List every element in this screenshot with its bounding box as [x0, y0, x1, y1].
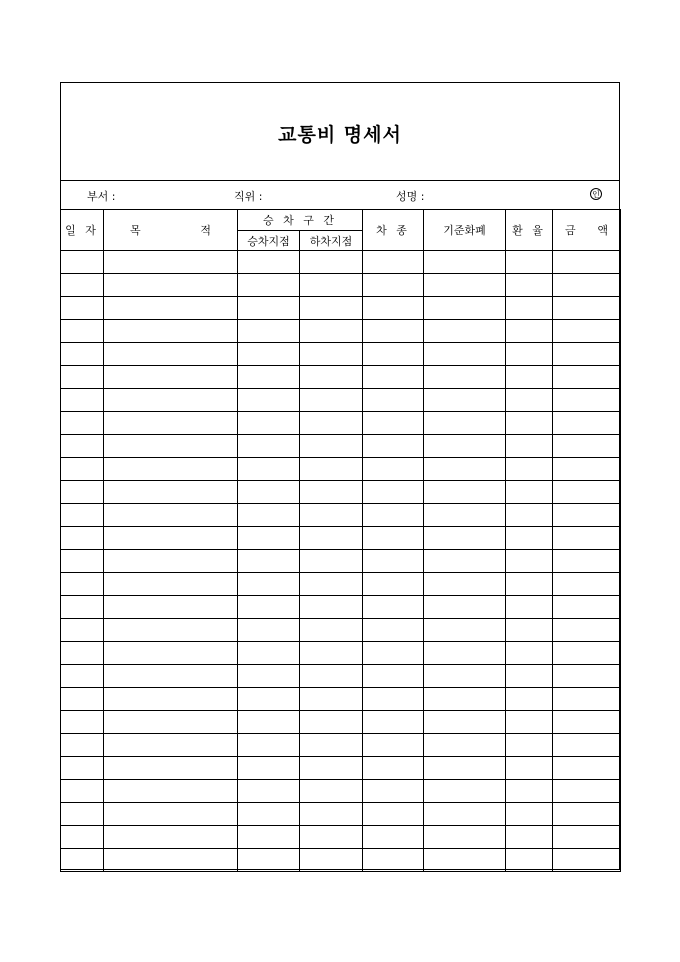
cell-currency[interactable]: [424, 504, 506, 527]
header-section: 승 차 구 간: [238, 210, 363, 231]
cell-vehicle[interactable]: [363, 251, 424, 274]
cell-date[interactable]: [61, 527, 104, 550]
header-vehicle: 차 종: [363, 210, 424, 251]
cell-amount[interactable]: [553, 619, 621, 642]
cell-amount[interactable]: [553, 734, 621, 757]
cell-amount[interactable]: [553, 527, 621, 550]
cell-purpose[interactable]: [104, 274, 238, 297]
cell-board[interactable]: [238, 412, 300, 435]
cell-amount[interactable]: [553, 366, 621, 389]
header-purpose-b: 적: [200, 224, 211, 237]
cell-board[interactable]: [238, 504, 300, 527]
cell-alight[interactable]: [300, 757, 363, 780]
cell-date[interactable]: [61, 320, 104, 343]
cell-alight[interactable]: [300, 481, 363, 504]
header-alight: 하차지점: [300, 231, 363, 251]
cell-amount[interactable]: [553, 435, 621, 458]
page-title: 교통비 명세서: [278, 124, 402, 146]
cell-vehicle[interactable]: [363, 619, 424, 642]
cell-amount[interactable]: [553, 757, 621, 780]
table-row: [61, 251, 621, 274]
cell-alight[interactable]: [300, 849, 363, 872]
cell-purpose[interactable]: [104, 757, 238, 780]
seal-mark: 인: [590, 188, 602, 200]
cell-rate[interactable]: [506, 780, 553, 803]
cell-purpose[interactable]: [104, 412, 238, 435]
cell-amount[interactable]: [553, 389, 621, 412]
cell-vehicle[interactable]: [363, 320, 424, 343]
position-label: 직위 :: [234, 190, 263, 203]
cell-alight[interactable]: [300, 504, 363, 527]
cell-vehicle[interactable]: [363, 711, 424, 734]
cell-purpose[interactable]: [104, 573, 238, 596]
cell-alight[interactable]: [300, 619, 363, 642]
cell-purpose[interactable]: [104, 366, 238, 389]
cell-amount[interactable]: [553, 642, 621, 665]
table-row: [61, 665, 621, 688]
cell-amount[interactable]: [553, 412, 621, 435]
cell-date[interactable]: [61, 688, 104, 711]
cell-currency[interactable]: [424, 596, 506, 619]
table-row: [61, 688, 621, 711]
cell-vehicle[interactable]: [363, 550, 424, 573]
cell-currency[interactable]: [424, 458, 506, 481]
cell-board[interactable]: [238, 619, 300, 642]
cell-rate[interactable]: [506, 803, 553, 826]
cell-date[interactable]: [61, 550, 104, 573]
cell-board[interactable]: [238, 366, 300, 389]
table-row: [61, 481, 621, 504]
cell-alight[interactable]: [300, 389, 363, 412]
cell-alight[interactable]: [300, 251, 363, 274]
cell-alight[interactable]: [300, 412, 363, 435]
cell-vehicle[interactable]: [363, 343, 424, 366]
header-board: 승차지점: [238, 231, 300, 251]
cell-vehicle[interactable]: [363, 688, 424, 711]
cell-vehicle[interactable]: [363, 826, 424, 849]
cell-date[interactable]: [61, 573, 104, 596]
cell-purpose[interactable]: [104, 665, 238, 688]
cell-vehicle[interactable]: [363, 849, 424, 872]
cell-vehicle[interactable]: [363, 435, 424, 458]
cell-alight[interactable]: [300, 826, 363, 849]
cell-purpose[interactable]: [104, 389, 238, 412]
cell-purpose[interactable]: [104, 619, 238, 642]
cell-alight[interactable]: [300, 274, 363, 297]
cell-purpose[interactable]: [104, 343, 238, 366]
cell-vehicle[interactable]: [363, 642, 424, 665]
cell-rate[interactable]: [506, 435, 553, 458]
cell-board[interactable]: [238, 688, 300, 711]
cell-currency[interactable]: [424, 711, 506, 734]
cell-date[interactable]: [61, 274, 104, 297]
cell-alight[interactable]: [300, 596, 363, 619]
name-label: 성명 :: [396, 190, 425, 203]
table-row: [61, 573, 621, 596]
table-row: [61, 550, 621, 573]
cell-rate[interactable]: [506, 826, 553, 849]
cell-board[interactable]: [238, 389, 300, 412]
cell-rate[interactable]: [506, 458, 553, 481]
cell-amount[interactable]: [553, 688, 621, 711]
cell-purpose[interactable]: [104, 251, 238, 274]
cell-vehicle[interactable]: [363, 366, 424, 389]
cell-alight[interactable]: [300, 665, 363, 688]
cell-date[interactable]: [61, 435, 104, 458]
cell-amount[interactable]: [553, 251, 621, 274]
cell-alight[interactable]: [300, 435, 363, 458]
cell-currency[interactable]: [424, 780, 506, 803]
cell-currency[interactable]: [424, 803, 506, 826]
cell-amount[interactable]: [553, 343, 621, 366]
cell-date[interactable]: [61, 458, 104, 481]
cell-date[interactable]: [61, 734, 104, 757]
cell-purpose[interactable]: [104, 320, 238, 343]
header-amount: [553, 210, 621, 251]
cell-rate[interactable]: [506, 619, 553, 642]
cell-amount[interactable]: [553, 596, 621, 619]
cell-date[interactable]: [61, 849, 104, 872]
cell-vehicle[interactable]: [363, 458, 424, 481]
cell-currency[interactable]: [424, 826, 506, 849]
table-row: [61, 596, 621, 619]
cell-vehicle[interactable]: [363, 734, 424, 757]
cell-vehicle[interactable]: [363, 527, 424, 550]
table-row: [61, 412, 621, 435]
cell-purpose[interactable]: [104, 642, 238, 665]
cell-purpose[interactable]: [104, 435, 238, 458]
table-row: [61, 274, 621, 297]
cell-currency[interactable]: [424, 412, 506, 435]
cell-amount[interactable]: [553, 504, 621, 527]
cell-currency[interactable]: [424, 320, 506, 343]
table-row: [61, 711, 621, 734]
title-area: [61, 83, 619, 181]
cell-board[interactable]: [238, 711, 300, 734]
cell-currency[interactable]: [424, 366, 506, 389]
cell-date[interactable]: [61, 803, 104, 826]
cell-currency[interactable]: [424, 251, 506, 274]
cell-rate[interactable]: [506, 481, 553, 504]
table-row: [61, 297, 621, 320]
cell-vehicle[interactable]: [363, 803, 424, 826]
cell-rate[interactable]: [506, 665, 553, 688]
table-row: [61, 757, 621, 780]
cell-currency[interactable]: [424, 481, 506, 504]
cell-currency[interactable]: [424, 619, 506, 642]
cell-alight[interactable]: [300, 688, 363, 711]
cell-alight[interactable]: [300, 458, 363, 481]
cell-alight[interactable]: [300, 803, 363, 826]
cell-board[interactable]: [238, 297, 300, 320]
cell-alight[interactable]: [300, 343, 363, 366]
cell-vehicle[interactable]: [363, 274, 424, 297]
cell-amount[interactable]: [553, 849, 621, 872]
cell-currency[interactable]: [424, 527, 506, 550]
cell-amount[interactable]: [553, 803, 621, 826]
cell-currency[interactable]: [424, 849, 506, 872]
header-purpose: [104, 210, 238, 251]
cell-alight[interactable]: [300, 320, 363, 343]
table-row: [61, 366, 621, 389]
cell-date[interactable]: [61, 826, 104, 849]
cell-alight[interactable]: [300, 642, 363, 665]
cell-vehicle[interactable]: [363, 504, 424, 527]
cell-purpose[interactable]: [104, 849, 238, 872]
cell-board[interactable]: [238, 826, 300, 849]
cell-purpose[interactable]: [104, 780, 238, 803]
cell-board[interactable]: [238, 343, 300, 366]
cell-rate[interactable]: [506, 320, 553, 343]
cell-rate[interactable]: [506, 389, 553, 412]
table-row: [61, 320, 621, 343]
cell-rate[interactable]: [506, 550, 553, 573]
cell-amount[interactable]: [553, 780, 621, 803]
cell-board[interactable]: [238, 780, 300, 803]
cell-purpose[interactable]: [104, 688, 238, 711]
cell-amount[interactable]: [553, 826, 621, 849]
table-row: [61, 435, 621, 458]
cell-board[interactable]: [238, 274, 300, 297]
cell-date[interactable]: [61, 504, 104, 527]
cell-purpose[interactable]: [104, 297, 238, 320]
department-label: 부서 :: [87, 190, 116, 203]
cell-rate[interactable]: [506, 527, 553, 550]
cell-vehicle[interactable]: [363, 481, 424, 504]
cell-amount[interactable]: [553, 274, 621, 297]
cell-currency[interactable]: [424, 688, 506, 711]
cell-rate[interactable]: [506, 711, 553, 734]
cell-purpose[interactable]: [104, 550, 238, 573]
cell-alight[interactable]: [300, 711, 363, 734]
table-row: [61, 780, 621, 803]
table-row: [61, 458, 621, 481]
cell-alight[interactable]: [300, 573, 363, 596]
cell-vehicle[interactable]: [363, 780, 424, 803]
cell-date[interactable]: [61, 642, 104, 665]
table-row: [61, 849, 621, 872]
cell-vehicle[interactable]: [363, 665, 424, 688]
cell-rate[interactable]: [506, 688, 553, 711]
cell-board[interactable]: [238, 803, 300, 826]
cell-board[interactable]: [238, 665, 300, 688]
cell-alight[interactable]: [300, 550, 363, 573]
cell-date[interactable]: [61, 665, 104, 688]
cell-date[interactable]: [61, 780, 104, 803]
cell-currency[interactable]: [424, 734, 506, 757]
cell-board[interactable]: [238, 527, 300, 550]
table-row: [61, 826, 621, 849]
cell-purpose[interactable]: [104, 458, 238, 481]
table-row: [61, 504, 621, 527]
cell-date[interactable]: [61, 711, 104, 734]
cell-currency[interactable]: [424, 435, 506, 458]
header-amount-b: 액: [597, 224, 608, 237]
header-currency: 기준화폐: [424, 210, 506, 251]
cell-board[interactable]: [238, 757, 300, 780]
cell-rate[interactable]: [506, 849, 553, 872]
cell-currency[interactable]: [424, 665, 506, 688]
cell-rate[interactable]: [506, 734, 553, 757]
cell-date[interactable]: [61, 366, 104, 389]
cell-vehicle[interactable]: [363, 389, 424, 412]
cell-board[interactable]: [238, 458, 300, 481]
table-row: [61, 734, 621, 757]
cell-rate[interactable]: [506, 274, 553, 297]
cell-amount[interactable]: [553, 573, 621, 596]
cell-amount[interactable]: [553, 297, 621, 320]
cell-currency[interactable]: [424, 757, 506, 780]
cell-rate[interactable]: [506, 343, 553, 366]
cell-date[interactable]: [61, 389, 104, 412]
cell-amount[interactable]: [553, 320, 621, 343]
cell-board[interactable]: [238, 550, 300, 573]
cell-board[interactable]: [238, 642, 300, 665]
cell-rate[interactable]: [506, 251, 553, 274]
cell-date[interactable]: [61, 297, 104, 320]
cell-currency[interactable]: [424, 550, 506, 573]
table-row: [61, 527, 621, 550]
table-row: [61, 642, 621, 665]
cell-date[interactable]: [61, 619, 104, 642]
cell-board[interactable]: [238, 481, 300, 504]
cell-board[interactable]: [238, 251, 300, 274]
cell-currency[interactable]: [424, 642, 506, 665]
header-amount-a: 금: [565, 224, 576, 237]
expense-table: [60, 209, 621, 872]
cell-vehicle[interactable]: [363, 757, 424, 780]
header-rate: 환 율: [506, 210, 553, 251]
table-row: [61, 619, 621, 642]
cell-board[interactable]: [238, 596, 300, 619]
cell-currency[interactable]: [424, 573, 506, 596]
cell-date[interactable]: [61, 343, 104, 366]
cell-purpose[interactable]: [104, 504, 238, 527]
table-row: [61, 343, 621, 366]
cell-purpose[interactable]: [104, 527, 238, 550]
cell-amount[interactable]: [553, 481, 621, 504]
cell-rate[interactable]: [506, 573, 553, 596]
cell-amount[interactable]: [553, 711, 621, 734]
cell-board[interactable]: [238, 435, 300, 458]
cell-date[interactable]: [61, 251, 104, 274]
cell-board[interactable]: [238, 573, 300, 596]
expense-form: [60, 82, 620, 870]
table-row: [61, 803, 621, 826]
cell-vehicle[interactable]: [363, 412, 424, 435]
cell-alight[interactable]: [300, 527, 363, 550]
cell-purpose[interactable]: [104, 734, 238, 757]
header-date: 일 자: [61, 210, 104, 251]
cell-date[interactable]: [61, 757, 104, 780]
cell-rate[interactable]: [506, 596, 553, 619]
cell-currency[interactable]: [424, 389, 506, 412]
cell-rate[interactable]: [506, 642, 553, 665]
cell-board[interactable]: [238, 734, 300, 757]
cell-alight[interactable]: [300, 780, 363, 803]
cell-currency[interactable]: [424, 343, 506, 366]
cell-date[interactable]: [61, 412, 104, 435]
cell-rate[interactable]: [506, 504, 553, 527]
cell-alight[interactable]: [300, 297, 363, 320]
cell-rate[interactable]: [506, 757, 553, 780]
cell-amount[interactable]: [553, 458, 621, 481]
cell-purpose[interactable]: [104, 803, 238, 826]
cell-currency[interactable]: [424, 297, 506, 320]
cell-vehicle[interactable]: [363, 297, 424, 320]
cell-rate[interactable]: [506, 412, 553, 435]
cell-purpose[interactable]: [104, 826, 238, 849]
cell-purpose[interactable]: [104, 711, 238, 734]
cell-amount[interactable]: [553, 665, 621, 688]
table-row: [61, 389, 621, 412]
cell-purpose[interactable]: [104, 596, 238, 619]
cell-date[interactable]: [61, 596, 104, 619]
cell-purpose[interactable]: [104, 481, 238, 504]
cell-currency[interactable]: [424, 274, 506, 297]
cell-board[interactable]: [238, 320, 300, 343]
cell-date[interactable]: [61, 481, 104, 504]
cell-board[interactable]: [238, 849, 300, 872]
cell-vehicle[interactable]: [363, 596, 424, 619]
cell-rate[interactable]: [506, 366, 553, 389]
cell-amount[interactable]: [553, 550, 621, 573]
cell-rate[interactable]: [506, 297, 553, 320]
cell-alight[interactable]: [300, 366, 363, 389]
cell-vehicle[interactable]: [363, 573, 424, 596]
info-row: [61, 181, 619, 209]
cell-alight[interactable]: [300, 734, 363, 757]
header-purpose-a: 목: [130, 224, 141, 237]
